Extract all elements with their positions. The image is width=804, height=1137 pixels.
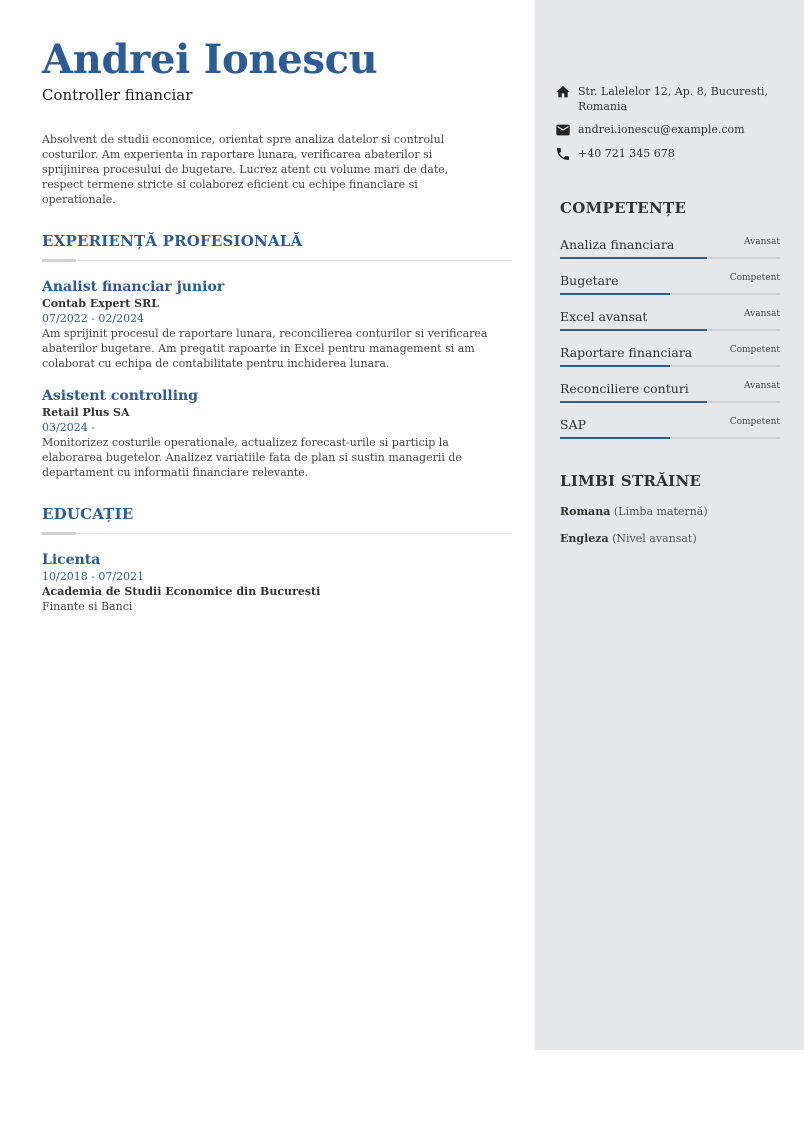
- language-name: Romana: [560, 505, 611, 518]
- skill-level: Avansat: [744, 381, 780, 391]
- phone-text: +40 721 345 678: [578, 147, 675, 160]
- skill-level: Competent: [729, 345, 780, 355]
- job-title: Controller financiar: [42, 86, 193, 104]
- experience-heading: EXPERIENȚĂ PROFESIONALĂ: [42, 232, 303, 250]
- job-entry: [42, 387, 512, 480]
- candidate-name: Andrei Ionescu: [42, 36, 378, 83]
- skill-item: [560, 416, 780, 452]
- education-dates: 10/2018 - 07/2021: [42, 570, 145, 583]
- section-divider: [42, 532, 512, 535]
- skill-level: Avansat: [744, 237, 780, 247]
- education-heading: EDUCAȚIE: [42, 505, 134, 523]
- skill-item: [560, 380, 780, 416]
- address-text: Str. Lalelelor 12, Ap. 8, Bucuresti, Romania: [578, 85, 769, 113]
- skill-bar-fill: [560, 365, 670, 367]
- skill-name: SAP: [560, 417, 587, 432]
- language-name: Engleza: [560, 532, 609, 545]
- skill-item: [560, 344, 780, 380]
- skills-list: [560, 236, 780, 452]
- languages-heading: LIMBI STRĂINE: [560, 472, 702, 490]
- skill-level: Competent: [729, 273, 780, 283]
- skill-bar-fill: [560, 329, 707, 331]
- contact-block: [555, 84, 785, 170]
- skill-level: Avansat: [744, 309, 780, 319]
- job-entry-title: Asistent controlling: [42, 388, 198, 404]
- sidebar: [535, 0, 804, 1050]
- skill-name: Bugetare: [560, 273, 619, 288]
- job-entry-company: Contab Expert SRL: [42, 297, 159, 310]
- skill-bar-track: [560, 257, 780, 259]
- job-entry-description: Monitorizez costurile operationale, actualizez forecast-urile si particip la elaborarea bugetelor. Analizez variatiile fata de plan si sustin managerii de departament cu informatii financiare relevante.: [42, 436, 462, 479]
- skill-bar-track: [560, 401, 780, 403]
- skill-item: [560, 272, 780, 308]
- job-entry: [42, 278, 512, 371]
- contact-phone: [555, 146, 785, 162]
- skill-item: [560, 236, 780, 272]
- section-divider: [42, 259, 512, 262]
- home-icon: [555, 84, 571, 100]
- contact-email: [555, 122, 785, 138]
- skill-name: Reconciliere conturi: [560, 381, 689, 396]
- mail-icon: [555, 122, 571, 138]
- main-column: [42, 36, 512, 630]
- job-entry-dates: 07/2022 - 02/2024: [42, 312, 145, 325]
- job-entry-dates: 03/2024 -: [42, 421, 95, 434]
- email-text: andrei.ionescu@example.com: [578, 123, 745, 136]
- education-entry: [42, 551, 512, 614]
- job-entry-description: Am sprijinit procesul de raportare lunara, reconcilierea conturilor si verificarea abaterilor bugetare. Am pregatit rapoarte in Excel pentru management si am colaborat cu echipa de contabilitate pentru inchiderea lunara.: [42, 327, 488, 370]
- education-degree: Licenta: [42, 552, 101, 568]
- skill-bar-track: [560, 437, 780, 439]
- skill-bar-track: [560, 365, 780, 367]
- language-level: (Nivel avansat): [612, 532, 697, 545]
- skill-bar-track: [560, 293, 780, 295]
- language-level: (Limba maternă): [613, 505, 708, 518]
- contact-address: [555, 84, 785, 114]
- phone-icon: [555, 146, 571, 162]
- skill-bar-fill: [560, 257, 707, 259]
- job-entry-title: Analist financiar junior: [42, 279, 225, 295]
- language-item: [560, 504, 790, 519]
- skill-name: Excel avansat: [560, 309, 648, 324]
- language-item: [560, 531, 790, 546]
- job-entry-company: Retail Plus SA: [42, 406, 130, 419]
- skill-level: Competent: [729, 417, 780, 427]
- skill-bar-fill: [560, 401, 707, 403]
- education-field: Finante si Banci: [42, 600, 133, 613]
- skill-item: [560, 308, 780, 344]
- education-school: Academia de Studii Economice din Bucuresti: [42, 585, 321, 598]
- skill-name: Raportare financiara: [560, 345, 693, 360]
- skill-bar-fill: [560, 293, 670, 295]
- skill-bar-track: [560, 329, 780, 331]
- skill-bar-fill: [560, 437, 670, 439]
- languages-list: [560, 504, 790, 558]
- skills-heading: COMPETENȚE: [560, 199, 687, 217]
- skill-name: Analiza financiara: [560, 237, 675, 252]
- profile-summary: Absolvent de studii economice, orientat spre analiza datelor si controlul costurilor. Am experienta in raportare lunara, verificarea abaterilor si sprijinirea procesului de bugetare. Lucrez atent cu volume mari de date, respect termene stricte si colaborez eficient cu echipe financiare si operationale.: [42, 133, 449, 206]
